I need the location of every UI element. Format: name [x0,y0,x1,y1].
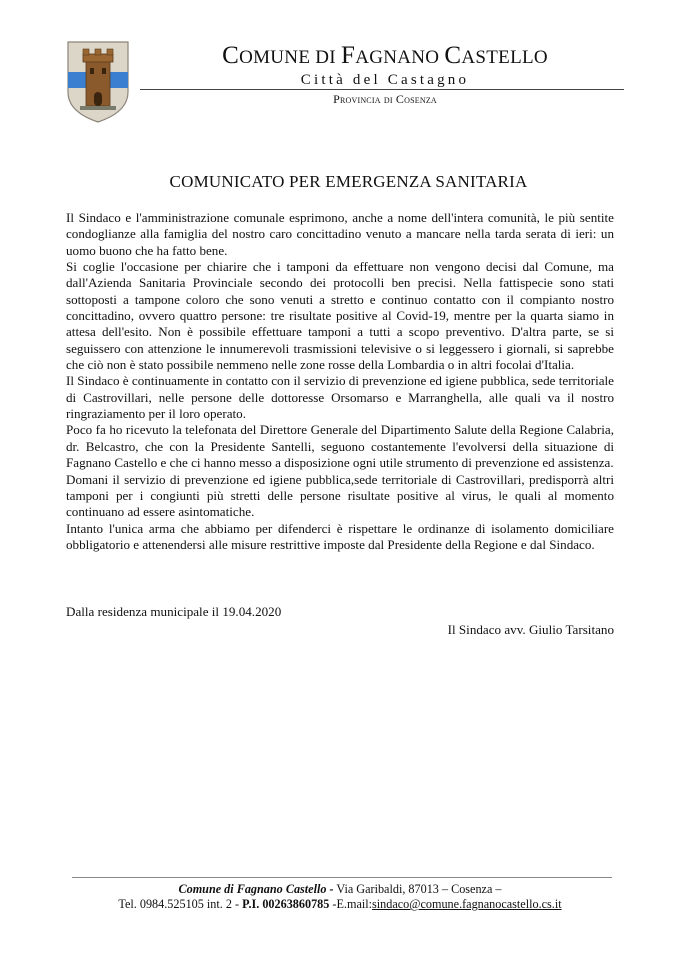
document-body [66,210,614,553]
municipality-name: COMUNE DI FAGNANO CASTELLO [222,42,548,69]
footer-phone: Tel. 0984.525105 int. 2 - [118,897,243,911]
footer-contacts [60,897,620,912]
body-paragraph: Poco fa ho ricevuto la telefonata del Direttore Generale del Dipartimento Salute della Regione Calabria, dr. Belcastro, che con la Presidente Santelli, seguono costantemente l'evolversi della situazione di Fagnano Castello e che ci hanno messo a disposizione ogni utile strumento di prevenzione ed assistenza. [66,422,614,471]
coat-of-arms-icon [66,40,130,124]
footer-email-link[interactable]: sindaco@comune.fagnanocastello.cs.it [372,897,562,911]
province-name: Provincia di Cosenza [333,92,437,106]
footer-divider [72,877,612,878]
footer-address [60,882,620,897]
body-paragraph: Il Sindaco e l'amministrazione comunale esprimono, anche a nome dell'intera comunità, le più sentite condoglianze alla famiglia del nostro caro concittadino venuto a mancare nella tarda serata di ieri: un uomo buono che ha fatto bene. [66,210,614,258]
body-paragraph: Domani il servizio di prevenzione ed igiene pubblica,sede territoriale di Castrovillari, predisporrà altri tamponi per i congiunti più stretti delle persone risultate positive al virus, le quali al momento continuano ad essere asintomatiche. [66,471,614,520]
footer-email-prefix: -E.mail: [329,897,373,911]
body-paragraph: Si coglie l'occasione per chiarire che i tamponi da effettuare non vengono decisi dal Comune, ma dall'Azienda Sanitaria Provinciale secondo dei protocolli ben precisi. Nella fattispecie sono stati sottoposti a tampone coloro che sono venuti a stretto e continuo contatto con il compianto nostro concittadino, ovvero quattro persone: tre risultate positive al Covid-19, mentre per la quarta siamo in attesa dell'esito. Non è possibile effettuare tamponi a tutti a scopo preventivo. D'altra parte, se si seguissero con attenzione le innumerevoli trasmissioni televisive o si leggessero i giornali, si saprebbe che ciò non è stato possibile nemmeno nelle zone rosse della Lombardia o in altri focolai d'Italia. [66,259,614,373]
date-line: Dalla residenza municipale il 19.04.2020 [66,604,282,619]
signature: Il Sindaco avv. Giulio Tarsitano [447,622,614,637]
footer-address-text: Via Garibaldi, 87013 – Cosenza – [333,882,502,896]
body-paragraph: Intanto l'unica arma che abbiamo per difenderci è rispettare le ordinanze di isolamento domiciliare obbligatorio e attenendersi alle misure restrittive imposte dal Presidente della Regione e dal Sindaco. [66,520,614,552]
body-paragraph: Il Sindaco è continuamente in contatto con il servizio di prevenzione ed igiene pubblica, sede territoriale di Castrovillari, nelle persone delle dottoresse Orsomarso e Marranghella, alle quali va il nostro ringraziamento per il loro operato. [66,373,614,422]
document-title: COMUNICATO PER EMERGENZA SANITARIA [169,172,528,191]
municipality-subtitle: Città del Castagno [300,72,470,88]
footer-vat: P.I. 00263860785 [242,897,330,911]
header-divider [140,89,624,90]
footer-municipality: Comune di Fagnano Castello - [178,882,334,896]
